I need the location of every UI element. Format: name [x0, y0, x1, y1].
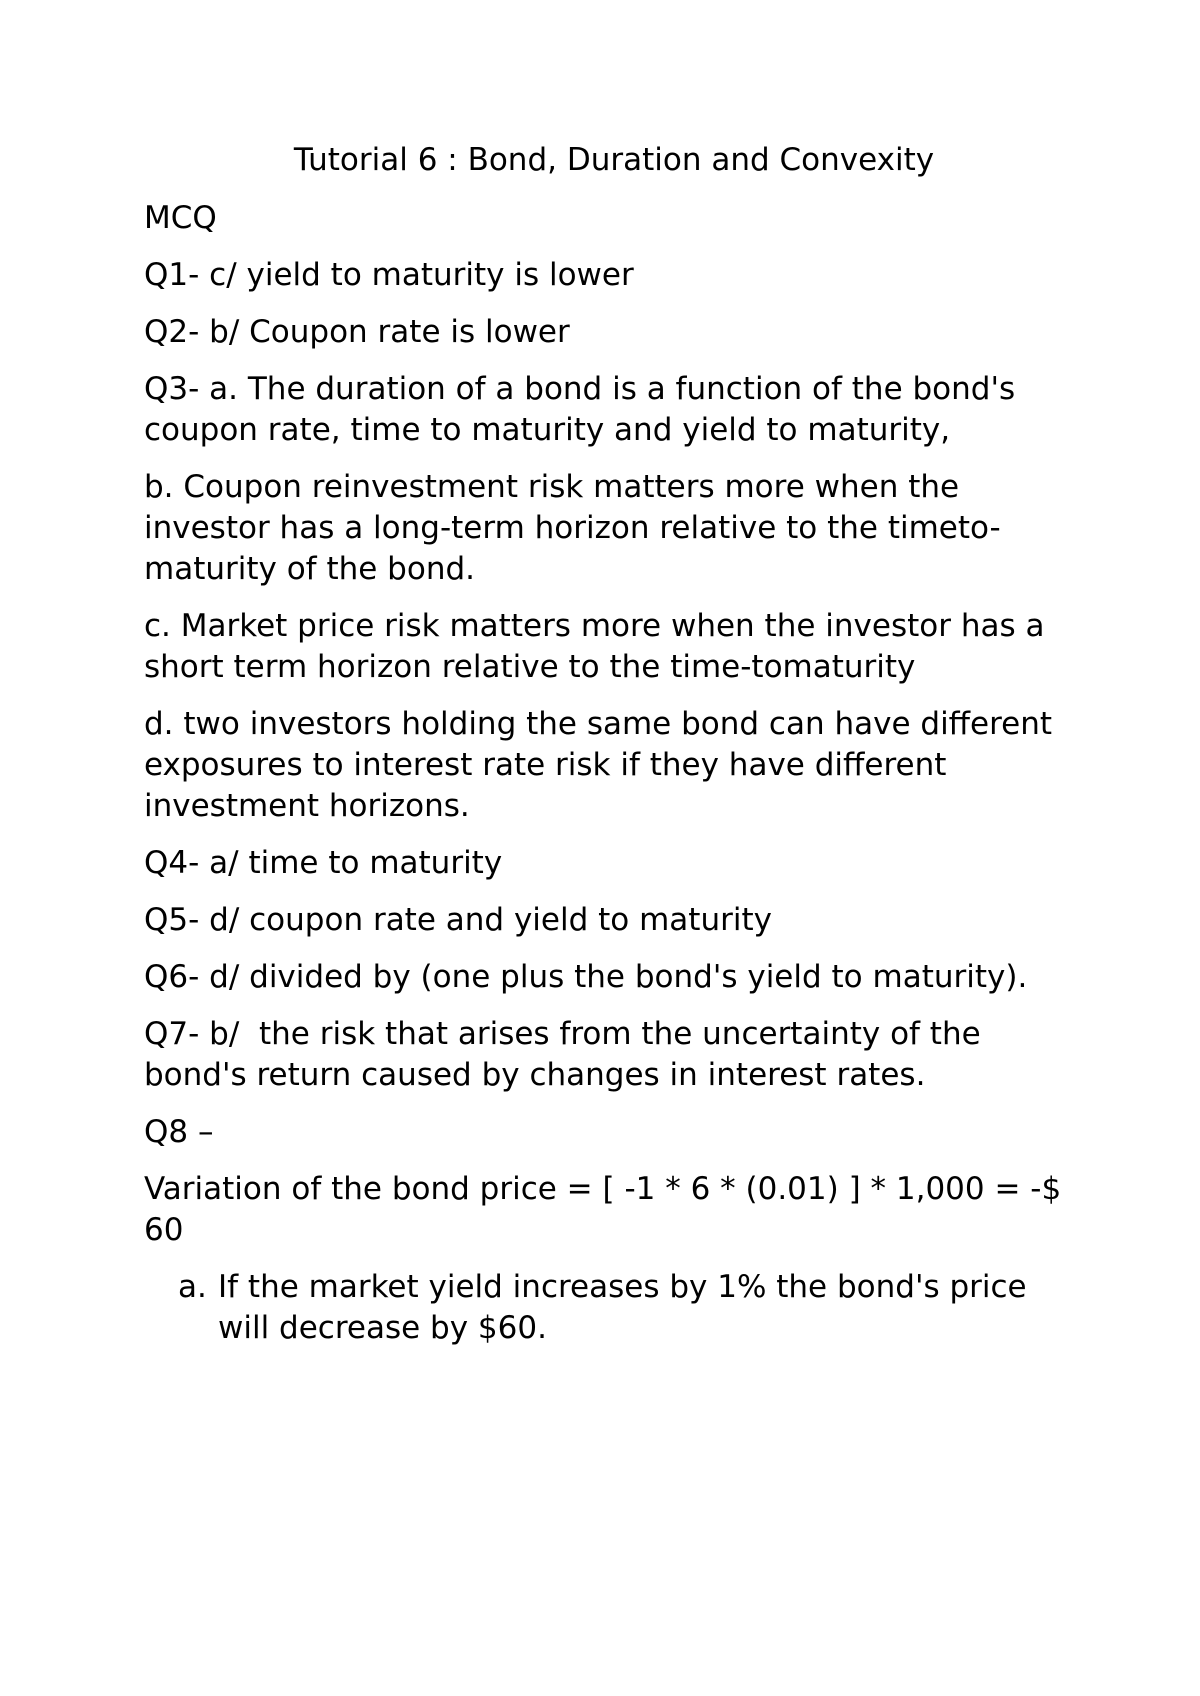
list-marker: a.	[178, 1269, 207, 1305]
list-item	[144, 1267, 1084, 1349]
bond-price-variation-formula: Variation of the bond price = [ -1 * 6 * (0.01) ] * 1,000 = -$ 60	[144, 1171, 1072, 1248]
answer-q3-c: c. Market price risk matters more when the investor has a short term horizon relative to the time-tomaturity	[144, 608, 1055, 685]
answer-q1: Q1- c/ yield to maturity is lower	[144, 257, 634, 293]
answer-q2: Q2- b/ Coupon rate is lower	[144, 314, 570, 350]
answer-q5: Q5- d/ coupon rate and yield to maturity	[144, 902, 772, 938]
answer-q3-b: b. Coupon reinvestment risk matters more when the investor has a long-term horizon relative to the timeto-maturity of the bond.	[144, 469, 1001, 587]
answer-q7: Q7- b/ the risk that arises from the uncertainty of the bond's return caused by changes in interest rates.	[144, 1016, 991, 1093]
answer-q8-heading: Q8 –	[144, 1114, 214, 1150]
answer-list	[144, 1267, 1084, 1349]
section-heading-mcq: MCQ	[144, 200, 217, 236]
document-title: Tutorial 6 : Bond, Duration and Convexity	[293, 142, 935, 178]
list-item-text: If the market yield increases by 1% the bond's price will decrease by $60.	[218, 1269, 1027, 1346]
document-body	[144, 140, 1084, 1349]
answer-q4: Q4- a/ time to maturity	[144, 845, 503, 881]
answer-q3-d: d. two investors holding the same bond can have different exposures to interest rate risk if they have different investment horizons.	[144, 706, 1062, 824]
answer-q6: Q6- d/ divided by (one plus the bond's yield to maturity).	[144, 959, 1028, 995]
answer-q3-a: Q3- a. The duration of a bond is a function of the bond's coupon rate, time to maturity and yield to maturity,	[144, 371, 1026, 448]
